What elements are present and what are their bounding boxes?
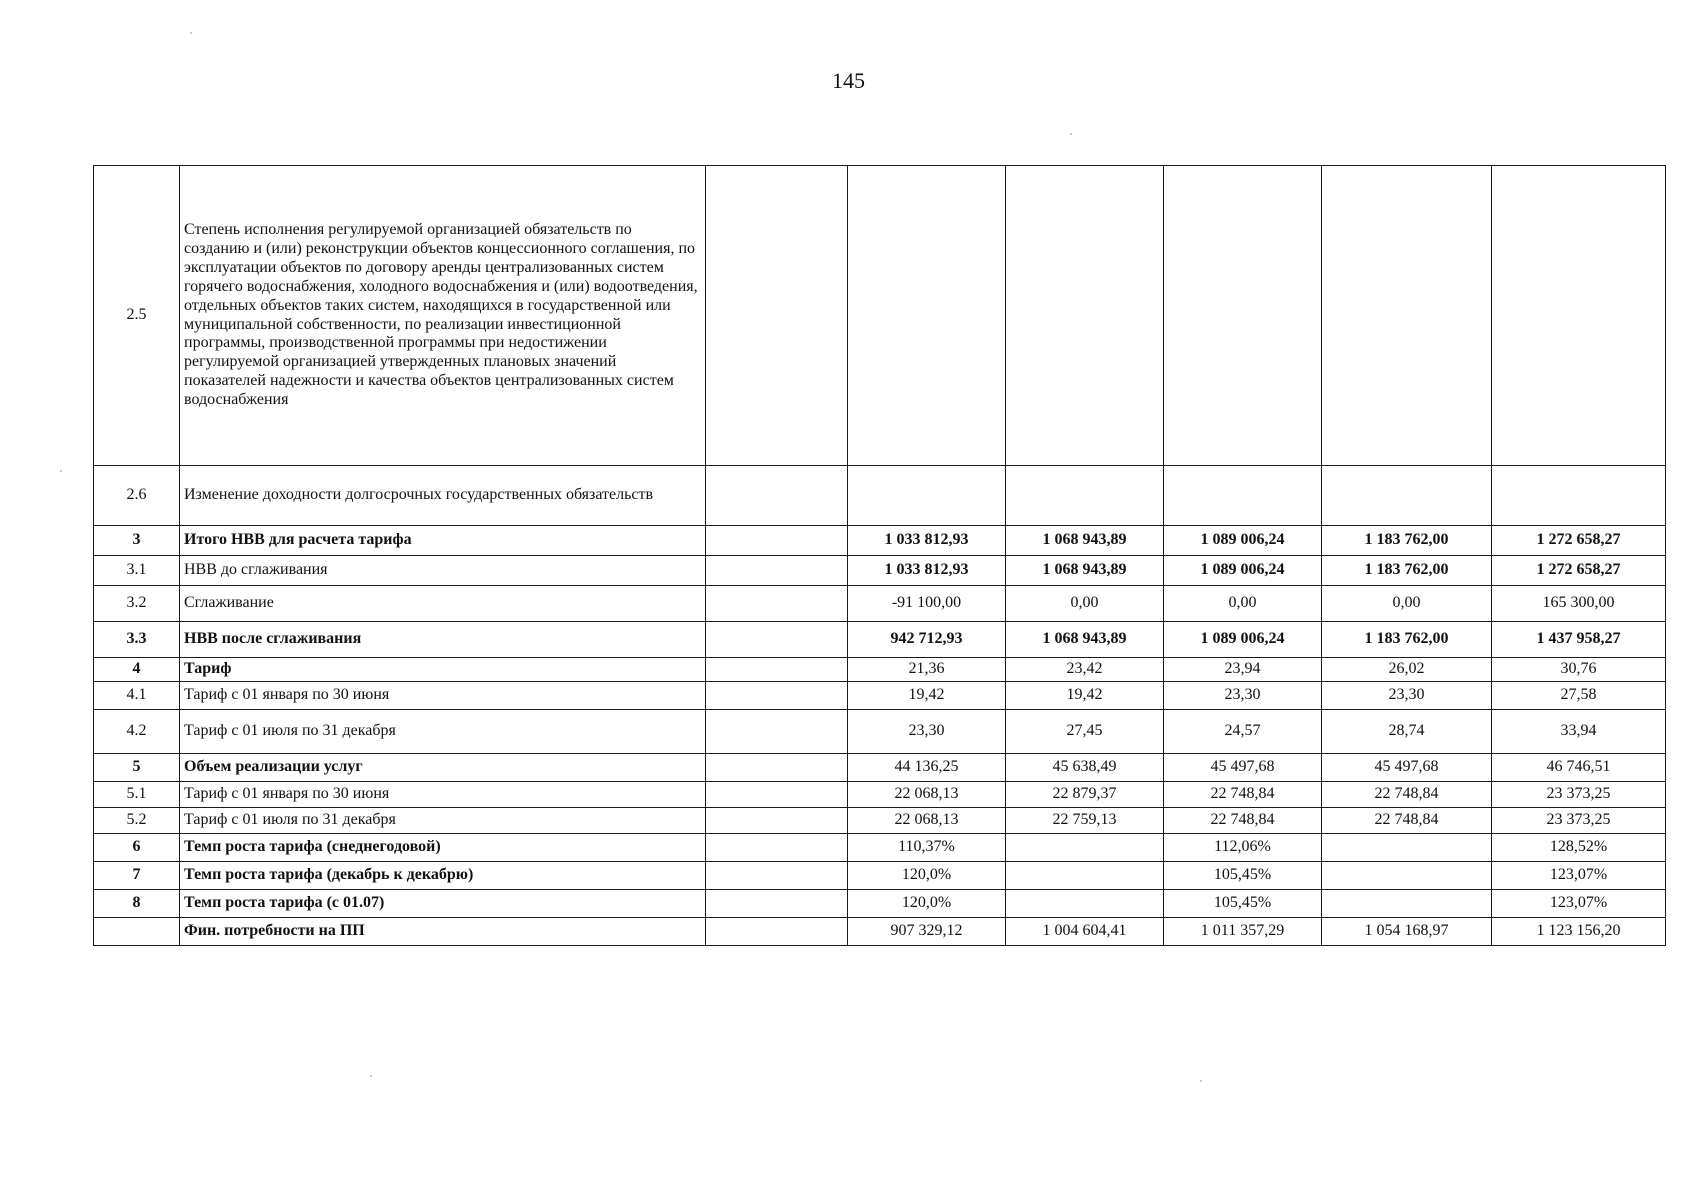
row-number: 5.1 (94, 782, 180, 808)
value-cell: 1 011 357,29 (1164, 918, 1322, 946)
empty-cell (706, 682, 848, 710)
value-cell: 105,45% (1164, 862, 1322, 890)
row-name: Тариф (180, 658, 706, 682)
empty-cell (706, 710, 848, 754)
value-cell: 1 033 812,93 (848, 526, 1006, 556)
row-number: 2.5 (94, 166, 180, 466)
row-number: 4.2 (94, 710, 180, 754)
value-cell (1164, 166, 1322, 466)
row-name: Тариф с 01 июля по 31 декабря (180, 808, 706, 834)
row-number: 3.3 (94, 622, 180, 658)
row-number: 7 (94, 862, 180, 890)
table-row (94, 918, 1666, 946)
row-number: 5 (94, 754, 180, 782)
value-cell (1322, 166, 1492, 466)
table-row (94, 782, 1666, 808)
value-cell: 27,58 (1492, 682, 1666, 710)
row-name: Тариф с 01 января по 30 июня (180, 682, 706, 710)
row-number: 2.6 (94, 466, 180, 526)
row-name: Сглаживание (180, 586, 706, 622)
value-cell: 22 068,13 (848, 808, 1006, 834)
value-cell: 26,02 (1322, 658, 1492, 682)
value-cell: 110,37% (848, 834, 1006, 862)
value-cell: 1 068 943,89 (1006, 526, 1164, 556)
value-cell: 45 638,49 (1006, 754, 1164, 782)
empty-cell (706, 466, 848, 526)
value-cell (1164, 466, 1322, 526)
empty-cell (706, 586, 848, 622)
scan-speck (1070, 133, 1072, 135)
value-cell: 120,0% (848, 890, 1006, 918)
empty-cell (706, 526, 848, 556)
value-cell (1006, 166, 1164, 466)
value-cell (1322, 890, 1492, 918)
value-cell: 120,0% (848, 862, 1006, 890)
row-name: НВВ после сглаживания (180, 622, 706, 658)
table-row (94, 658, 1666, 682)
value-cell: 23,94 (1164, 658, 1322, 682)
table-row (94, 862, 1666, 890)
value-cell: 19,42 (1006, 682, 1164, 710)
empty-cell (706, 808, 848, 834)
value-cell: 33,94 (1492, 710, 1666, 754)
value-cell: 1 272 658,27 (1492, 556, 1666, 586)
table-row (94, 466, 1666, 526)
value-cell: 112,06% (1164, 834, 1322, 862)
value-cell: 22 879,37 (1006, 782, 1164, 808)
value-cell: 1 004 604,41 (1006, 918, 1164, 946)
value-cell: 30,76 (1492, 658, 1666, 682)
empty-cell (706, 658, 848, 682)
table-row (94, 526, 1666, 556)
value-cell: 0,00 (1322, 586, 1492, 622)
table-row (94, 556, 1666, 586)
value-cell: 23,30 (1164, 682, 1322, 710)
value-cell: 23,30 (848, 710, 1006, 754)
empty-cell (706, 782, 848, 808)
empty-cell (706, 890, 848, 918)
row-name: Изменение доходности долгосрочных государственных обязательств (180, 466, 706, 526)
value-cell: 21,36 (848, 658, 1006, 682)
value-cell (848, 466, 1006, 526)
value-cell: 0,00 (1164, 586, 1322, 622)
scan-speck (190, 32, 192, 34)
value-cell: 942 712,93 (848, 622, 1006, 658)
value-cell: 1 437 958,27 (1492, 622, 1666, 658)
empty-cell (706, 862, 848, 890)
table-row (94, 754, 1666, 782)
empty-cell (706, 754, 848, 782)
value-cell: 22 748,84 (1164, 782, 1322, 808)
value-cell (1006, 466, 1164, 526)
value-cell: 45 497,68 (1322, 754, 1492, 782)
tariff-table (93, 165, 1666, 946)
value-cell: 1 183 762,00 (1322, 526, 1492, 556)
value-cell: 1 183 762,00 (1322, 556, 1492, 586)
scan-speck (60, 470, 62, 472)
value-cell: 0,00 (1006, 586, 1164, 622)
value-cell: 1 068 943,89 (1006, 622, 1164, 658)
row-name: НВВ до сглаживания (180, 556, 706, 586)
value-cell: 1 089 006,24 (1164, 622, 1322, 658)
value-cell: 22 759,13 (1006, 808, 1164, 834)
table-row (94, 710, 1666, 754)
value-cell: 27,45 (1006, 710, 1164, 754)
value-cell: 24,57 (1164, 710, 1322, 754)
empty-cell (706, 166, 848, 466)
row-name: Тариф с 01 июля по 31 декабря (180, 710, 706, 754)
row-name: Итого НВВ для расчета тарифа (180, 526, 706, 556)
value-cell (1322, 834, 1492, 862)
value-cell (1006, 834, 1164, 862)
scan-speck (1200, 1080, 1202, 1082)
row-name: Темп роста тарифа (декабрь к декабрю) (180, 862, 706, 890)
value-cell (1006, 890, 1164, 918)
table-row (94, 622, 1666, 658)
value-cell: 105,45% (1164, 890, 1322, 918)
value-cell: 19,42 (848, 682, 1006, 710)
empty-cell (706, 834, 848, 862)
value-cell: 1 068 943,89 (1006, 556, 1164, 586)
value-cell: 23,42 (1006, 658, 1164, 682)
value-cell (1322, 466, 1492, 526)
value-cell: 907 329,12 (848, 918, 1006, 946)
value-cell (1006, 862, 1164, 890)
row-number: 3.2 (94, 586, 180, 622)
value-cell: 128,52% (1492, 834, 1666, 862)
value-cell: 23 373,25 (1492, 782, 1666, 808)
value-cell: 46 746,51 (1492, 754, 1666, 782)
value-cell: 1 123 156,20 (1492, 918, 1666, 946)
value-cell: 1 054 168,97 (1322, 918, 1492, 946)
value-cell: 22 068,13 (848, 782, 1006, 808)
row-name: Тариф с 01 января по 30 июня (180, 782, 706, 808)
value-cell: -91 100,00 (848, 586, 1006, 622)
value-cell: 1 033 812,93 (848, 556, 1006, 586)
row-name: Объем реализации услуг (180, 754, 706, 782)
value-cell: 44 136,25 (848, 754, 1006, 782)
value-cell: 123,07% (1492, 862, 1666, 890)
table-row (94, 586, 1666, 622)
empty-cell (706, 918, 848, 946)
value-cell: 22 748,84 (1322, 808, 1492, 834)
page-number: 145 (832, 68, 865, 93)
value-cell: 45 497,68 (1164, 754, 1322, 782)
row-number: 3 (94, 526, 180, 556)
value-cell: 1 089 006,24 (1164, 556, 1322, 586)
value-cell: 23,30 (1322, 682, 1492, 710)
row-number: 6 (94, 834, 180, 862)
row-number: 8 (94, 890, 180, 918)
value-cell: 22 748,84 (1322, 782, 1492, 808)
value-cell: 123,07% (1492, 890, 1666, 918)
table-row (94, 808, 1666, 834)
row-name: Фин. потребности на ПП (180, 918, 706, 946)
row-number: 3.1 (94, 556, 180, 586)
scan-speck (370, 1075, 372, 1077)
value-cell: 28,74 (1322, 710, 1492, 754)
empty-cell (706, 556, 848, 586)
value-cell: 23 373,25 (1492, 808, 1666, 834)
value-cell (1492, 166, 1666, 466)
value-cell: 165 300,00 (1492, 586, 1666, 622)
row-number: 4.1 (94, 682, 180, 710)
table-row (94, 890, 1666, 918)
row-name: Темп роста тарифа (снеднегодовой) (180, 834, 706, 862)
value-cell: 22 748,84 (1164, 808, 1322, 834)
row-name: Степень исполнения регулируемой организацией обязательств по созданию и (или) реконструкции объектов концессионного соглашения, по эксплуатации объектов по договору аренды централизованных систем горячего водоснабжения, холодного водоснабжения и (или) водоотведения, отдельных объектов таких систем, находящихся в государственной или муниципальной собственности, по реализации инвестиционной программы, производственной программы при недостижении регулируемой организацией утвержденных плановых значений показателей надежности и качества объектов централизованных систем водоснабжения (180, 166, 706, 466)
table-row (94, 166, 1666, 466)
table-row (94, 682, 1666, 710)
value-cell: 1 089 006,24 (1164, 526, 1322, 556)
table-row (94, 834, 1666, 862)
value-cell: 1 183 762,00 (1322, 622, 1492, 658)
value-cell (1322, 862, 1492, 890)
row-number (94, 918, 180, 946)
value-cell (848, 166, 1006, 466)
row-number: 5.2 (94, 808, 180, 834)
value-cell (1492, 466, 1666, 526)
row-name: Темп роста тарифа (с 01.07) (180, 890, 706, 918)
value-cell: 1 272 658,27 (1492, 526, 1666, 556)
row-number: 4 (94, 658, 180, 682)
empty-cell (706, 622, 848, 658)
